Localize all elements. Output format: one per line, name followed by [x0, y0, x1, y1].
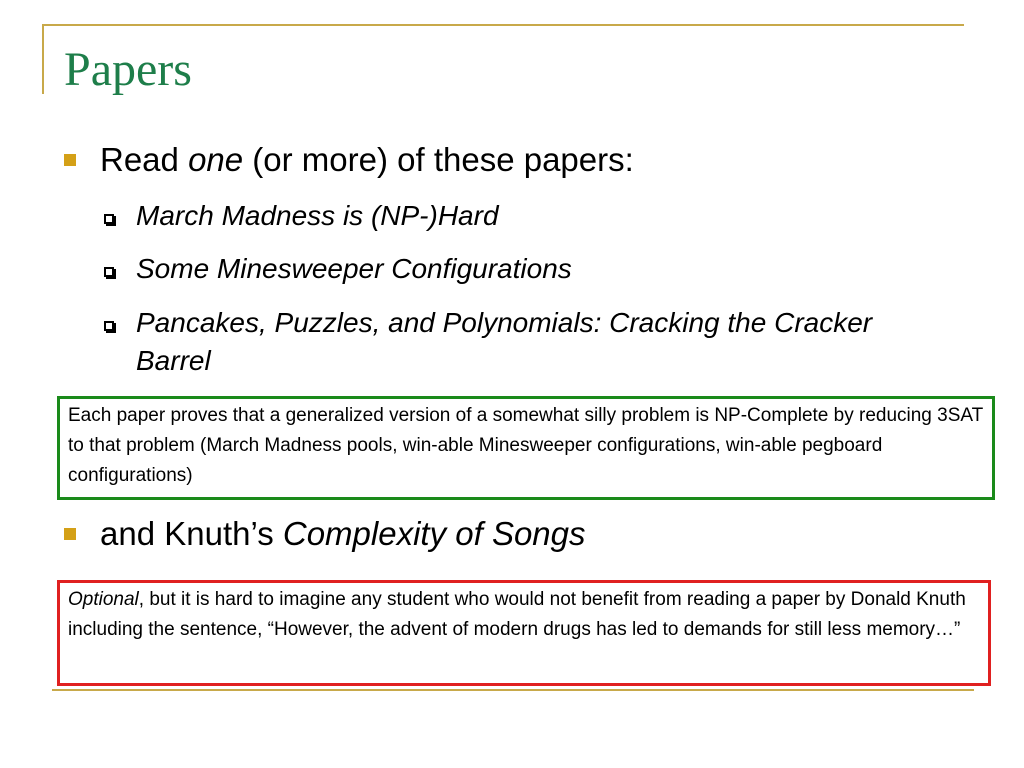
slide-title: Papers [64, 43, 192, 96]
bullet-text-pre: Read [100, 141, 189, 178]
summary-note-text: Each paper proves that a generalized version of a somewhat silly problem is NP-Complete by reducing 3SAT to that problem (March Madness pools, win-able Minesweeper configurations, win-able pegboard configurations) [68, 405, 983, 486]
paper-item [104, 197, 924, 235]
paper-item [104, 250, 924, 288]
paper-item [104, 304, 924, 380]
optional-label: Optional [68, 589, 139, 610]
bullet-text-post: (or more) of these papers: [243, 141, 634, 178]
bullet-read-papers [64, 140, 634, 180]
frame-left-rule [42, 24, 44, 94]
frame-top-rule [42, 24, 964, 26]
hollow-square-bullet-icon [104, 321, 114, 331]
paper-title: Pancakes, Puzzles, and Polynomials: Cracking the Cracker Barrel [136, 307, 873, 376]
square-bullet-icon [64, 154, 76, 166]
square-bullet-icon [64, 528, 76, 540]
bullet-knuth [64, 514, 586, 554]
paper-title: March Madness is (NP-)Hard [136, 200, 499, 231]
bullet-text-pre: and Knuth’s [100, 515, 283, 552]
bullet-text [100, 514, 586, 554]
hollow-square-bullet-icon [104, 267, 114, 277]
hollow-square-bullet-icon [104, 214, 114, 224]
bullet-text-emphasis: one [188, 141, 244, 178]
bullet-text [100, 140, 634, 180]
paper-title: Some Minesweeper Configurations [136, 253, 572, 284]
optional-note-box [57, 580, 991, 686]
bullet-text-emphasis: Complexity of Songs [282, 515, 586, 552]
optional-note-text: , but it is hard to imagine any student who would not benefit from reading a paper by Donald Knuth including the sentence, “However, the advent of modern drugs has led to demands for still less memory…” [68, 589, 966, 640]
summary-note-box [57, 396, 995, 500]
frame-bottom-rule [52, 689, 974, 691]
